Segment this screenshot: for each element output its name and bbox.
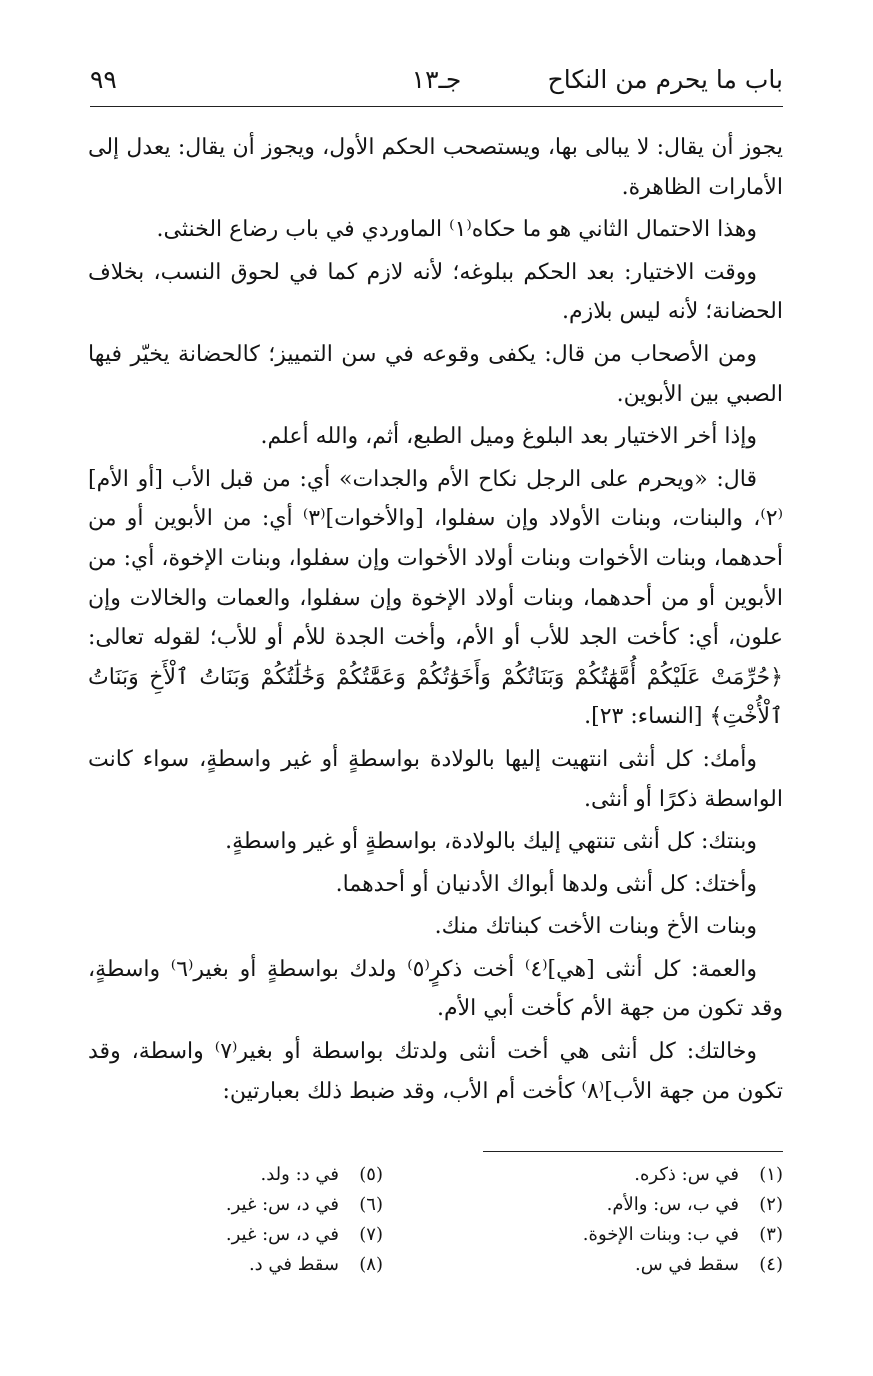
- paragraph: وخالتك: كل أنثى هي أخت أنثى ولدتك بواسطة أو بغير⁽٧⁾ واسطة، وقد تكون من جهة الأب]⁽٨⁾ كأخت أم الأب، وقد ضبط ذلك بعبارتين:: [88, 1039, 783, 1104]
- paragraph: وبنتك: كل أنثى تنتهي إليك بالولادة، بواسطةٍ أو غير واسطةٍ.: [225, 829, 757, 855]
- footnote-number: (٨): [359, 1254, 383, 1275]
- footnote-text: في د، س: غير.: [225, 1224, 339, 1245]
- footnote: [3, 1250, 383, 1280]
- chapter-title: باب ما يحرم من النكاح: [547, 65, 783, 94]
- footnote-number: (٤): [759, 1254, 783, 1275]
- paragraph: وأمك: كل أنثى انتهيت إليها بالولادة بواسطةٍ أو غير واسطةٍ، سواء كانت الواسطة ذكرًا أو أنثى.: [88, 746, 783, 812]
- footnote: [403, 1190, 783, 1220]
- paragraph: والعمة: كل أنثى [هي]⁽٤⁾ أخت ذكرٍ⁽٥⁾ ولدك بواسطةٍ أو بغير⁽٦⁾ واسطةٍ، وقد تكون من جهة الأم كأخت أبي الأم.: [88, 956, 783, 1022]
- paragraph: وأختك: كل أنثى ولدها أبواك الأدنيان أو أحدهما.: [335, 871, 757, 897]
- paragraph: ووقت الاختيار: بعد الحكم ببلوغه؛ لأنه لازم كما في لحوق النسب، بخلاف الحضانة؛ لأنه ليس بلازم.: [88, 259, 783, 325]
- paragraph: وإذا أخر الاختيار بعد البلوغ وميل الطبع، أثم، والله أعلم.: [260, 424, 757, 450]
- footnote-column-right: [403, 1160, 783, 1280]
- footnote-number: (٧): [359, 1224, 383, 1245]
- running-header: [90, 60, 783, 104]
- footnote-text: في د، س: غير.: [225, 1194, 339, 1215]
- paragraph: وهذا الاحتمال الثاني هو ما حكاه⁽١⁾ الماوردي في باب رضاع الخنثى.: [156, 217, 757, 243]
- footnote-number: (١): [759, 1164, 783, 1185]
- footnote: [403, 1220, 783, 1250]
- footnote: [403, 1160, 783, 1190]
- footnote-text: في ب، س: والأم.: [606, 1194, 739, 1215]
- page-number: ٩٩: [90, 65, 117, 94]
- footnote: [3, 1190, 383, 1220]
- footnote-text: في س: ذكره.: [634, 1164, 739, 1185]
- footnote-text: سقط في د.: [248, 1254, 339, 1275]
- main-text: [88, 128, 783, 1114]
- footnote: [3, 1220, 383, 1250]
- footnote-text: في ب: وبنات الإخوة.: [582, 1224, 739, 1245]
- paragraph: يجوز أن يقال: لا يبالى بها، ويستصحب الحكم الأول، ويجوز أن يقال: يعدل إلى الأمارات الظاهرة.: [88, 135, 783, 200]
- footnote-column-left: [3, 1160, 383, 1280]
- paragraph-with-verse: قال: «ويحرم على الرجل نكاح الأم والجدات» أي: من قبل الأب [أو الأم]⁽٢⁾، والبنات، وبنات الأولاد وإن سفلوا، [والأخوات]⁽٣⁾ أي: من الأبوين أو من أحدهما، وبنات الأخوات وبنات أولاد الأخوات وإن سفلوا، وبنات الإخوة، أي: من الأبوين أو من أحدهما، وبنات أولاد الإخوة وإن سفلوا، والعمات والخالات وإن علون، أي: كأخت الجد للأب أو الأم، وأخت الجدة للأم أو للأب؛ لقوله تعالى: ﴿حُرِّمَتْ عَلَيْكُمْ أُمَّهَٰتُكُمْ وَبَنَاتُكُمْ وَأَخَوَٰتُكُمْ وَعَمَّٰتُكُمْ وَخَٰلَٰتُكُمْ وَبَنَاتُ ٱلْأَخِ وَبَنَاتُ ٱلْأُخْتِ﴾ [النساء: ٢٣].: [88, 466, 783, 730]
- paragraph: ومن الأصحاب من قال: يكفى وقوعه في سن التمييز؛ كالحضانة يخيّر فيها الصبي بين الأبوين.: [88, 341, 783, 407]
- footnote-text: سقط في س.: [634, 1254, 739, 1275]
- paragraph: وبنات الأخ وبنات الأخت كبناتك منك.: [434, 914, 757, 940]
- footnote: [403, 1250, 783, 1280]
- footnote-number: (٥): [359, 1164, 383, 1185]
- footnote: [3, 1160, 383, 1190]
- volume-label: جـ١٣: [411, 65, 462, 94]
- footnote-number: (٣): [759, 1224, 783, 1245]
- footnote-number: (٢): [759, 1194, 783, 1215]
- footnote-separator: [483, 1151, 783, 1152]
- footnote-text: في د: ولد.: [260, 1164, 339, 1185]
- footnote-number: (٦): [359, 1194, 383, 1215]
- header-rule: [90, 106, 783, 107]
